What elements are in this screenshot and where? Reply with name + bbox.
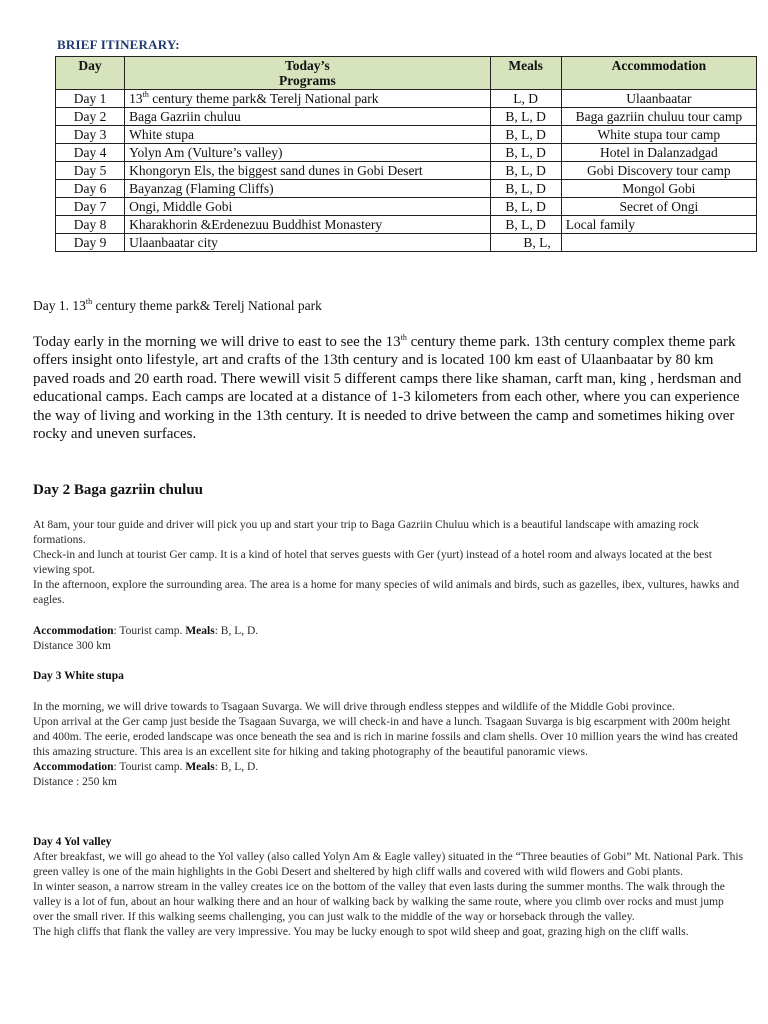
cell-program: White stupa <box>125 126 491 144</box>
day2-meals-label: Meals <box>185 625 215 637</box>
header-programs-line2: Programs <box>278 73 336 88</box>
table-row <box>56 180 757 198</box>
header-accommodation: Accommodation <box>561 57 756 90</box>
day2-paragraph-2: Check-in and lunch at tourist Ger camp. It is a kind of hotel that serves guests with Ger (yurt) instead of a hotel room and always located at the best viewing spot. <box>33 549 712 576</box>
itinerary-title: BRIEF ITINERARY: <box>57 37 180 52</box>
day2-distance: Distance 300 km <box>33 640 111 652</box>
day1-body-a: Today early in the morning we will drive to east to see the 13 <box>33 334 401 350</box>
cell-day: Day 2 <box>56 108 125 126</box>
cell-day: Day 4 <box>56 144 125 162</box>
day3-distance: Distance : 250 km <box>33 776 117 788</box>
day3-accommodation-line <box>33 760 747 775</box>
cell-accommodation: Mongol Gobi <box>561 180 756 198</box>
day3-paragraph-2: Upon arrival at the Ger camp just beside the Tsagaan Suvarga, we will check-in and have a lunch. Tsagaan Suvarga is big escarpment with 200m height and 400m. The eerie, eroded landscape was once beneath the sea and is rich in marine fossils and clam shells. Over 10 million years the wind has created this amazing structure. This area is an excellent site for hiking and taking photography of the beautiful panoramic views. <box>33 716 738 758</box>
cell-accommodation: Gobi Discovery tour camp <box>561 162 756 180</box>
table-row <box>56 234 757 252</box>
day2-heading: Day 2 Baga gazriin chuluu <box>33 482 204 498</box>
cell-meals: B, L, D <box>490 126 561 144</box>
cell-day: Day 6 <box>56 180 125 198</box>
table-row <box>56 216 757 234</box>
program-sup: th <box>142 90 149 99</box>
day1-body-b: century theme park. 13th century complex theme park offers insight onto lifestyle, art and crafts of the 13th century and is located 100 km east of Ulaanbaatar by 80 km paved roads and 20 earth road. There wewill visit 5 different camps there like shaman, carft man, king , herdsman and educational camps. Each camps are located at a distance of 1-3 kilometers from each other, where you can experience the way of living and working in the 13th century. It is needed to drive between the camp and sometimes hiking over rocky and uneven surfaces. <box>33 334 742 443</box>
day2-accommodation-line <box>33 624 747 639</box>
day3-accommodation-label: Accommodation <box>33 761 114 773</box>
program-num: 13 <box>129 91 143 106</box>
day2-section <box>33 518 747 654</box>
day1-heading-sup: th <box>85 297 93 306</box>
day1-heading-rest: century theme park& Terelj National park <box>92 298 322 313</box>
day2-meals-value: : B, L, D. <box>214 625 259 637</box>
day2-paragraph-3: In the afternoon, explore the surrounding area. The area is a home for many species of wild animals and birds, such as gazelles, ibex, vultures, hawks and eagles. <box>33 579 740 606</box>
table-row <box>56 198 757 216</box>
day4-paragraph-1: After breakfast, we will go ahead to the Yol valley (also called Yolyn Am & Eagle valley) situated in the “Three beauties of Gobi” Mt. National Park. This green valley is one of the main highlights in the Gobi Desert and sheltered by high cliff walls and covered with wild flowers and Gobi plants. <box>33 851 744 878</box>
cell-accommodation: Ulaanbaatar <box>561 90 756 108</box>
day4-paragraph-2: In winter season, a narrow stream in the valley creates ice on the bottom of the valley that even lasts during the summer months. The walk through the valley is a lot of fun, about an hour walking there and an hour of walking back by walking the same route, where you climb over rocks and must jump over the small river. If this walking seems challenging, you can just walk to the middle of the way or horseback through the valley. <box>33 881 725 923</box>
header-programs <box>125 57 491 90</box>
cell-accommodation: Hotel in Dalanzadgad <box>561 144 756 162</box>
cell-accommodation: Secret of Ongi <box>561 198 756 216</box>
cell-meals: B, L, <box>490 234 561 252</box>
table-row <box>56 90 757 108</box>
day3-section <box>33 669 747 790</box>
cell-day: Day 5 <box>56 162 125 180</box>
cell-day: Day 3 <box>56 126 125 144</box>
cell-meals: B, L, D <box>490 144 561 162</box>
header-meals: Meals <box>490 57 561 90</box>
day3-accommodation-value: : Tourist camp. <box>113 761 186 773</box>
cell-program: Ongi, Middle Gobi <box>125 198 491 216</box>
cell-day: Day 9 <box>56 234 125 252</box>
cell-meals: L, D <box>490 90 561 108</box>
cell-meals: B, L, D <box>490 198 561 216</box>
cell-program: Bayanzag (Flaming Cliffs) <box>125 180 491 198</box>
cell-accommodation: White stupa tour camp <box>561 126 756 144</box>
cell-accommodation <box>561 234 756 252</box>
cell-program: Kharakhorin &Erdenezuu Buddhist Monastery <box>125 216 491 234</box>
cell-day: Day 7 <box>56 198 125 216</box>
cell-program: Ulaanbaatar city <box>125 234 491 252</box>
day4-section <box>33 835 747 940</box>
day3-meals-label: Meals <box>185 761 215 773</box>
day4-paragraph-3: The high cliffs that flank the valley are very impressive. You may be lucky enough to spot wild sheep and goat, grazing high on the cliff walls. <box>33 926 689 938</box>
cell-accommodation: Baga gazriin chuluu tour camp <box>561 108 756 126</box>
day2-accommodation-label: Accommodation <box>33 625 114 637</box>
table-row <box>56 162 757 180</box>
day1-heading <box>33 298 322 314</box>
cell-meals: B, L, D <box>490 180 561 198</box>
program-text: century theme park& Terelj National park <box>148 91 379 106</box>
cell-meals: B, L, D <box>490 108 561 126</box>
day1-heading-prefix: Day 1. 13 <box>33 298 86 313</box>
cell-day: Day 1 <box>56 90 125 108</box>
day1-body-sup: th <box>400 333 407 342</box>
header-programs-line1: Today’s <box>284 58 330 73</box>
table-header-row <box>56 57 757 90</box>
cell-program: Khongoryn Els, the biggest sand dunes in Gobi Desert <box>125 162 491 180</box>
day2-paragraph-1: At 8am, your tour guide and driver will pick you up and start your trip to Baga Gazriin Chuluu which is a beautiful landscape with amazing rock formations. <box>33 519 699 546</box>
header-day: Day <box>56 57 125 90</box>
cell-day: Day 8 <box>56 216 125 234</box>
table-row <box>56 144 757 162</box>
cell-accommodation: Local family <box>561 216 756 234</box>
day4-heading: Day 4 Yol valley <box>33 836 112 848</box>
cell-program <box>125 90 491 108</box>
itinerary-table <box>55 56 757 252</box>
cell-meals: B, L, D <box>490 162 561 180</box>
table-row <box>56 126 757 144</box>
cell-program: Baga Gazriin chuluu <box>125 108 491 126</box>
day2-accommodation-value: : Tourist camp. <box>113 625 186 637</box>
day1-paragraph <box>33 333 749 443</box>
table-row <box>56 108 757 126</box>
cell-program: Yolyn Am (Vulture’s valley) <box>125 144 491 162</box>
cell-meals: B, L, D <box>490 216 561 234</box>
day3-heading: Day 3 White stupa <box>33 670 124 682</box>
day3-meals-value: : B, L, D. <box>214 761 259 773</box>
day3-paragraph-1: In the morning, we will drive towards to Tsagaan Suvarga. We will drive through endless steppes and wildlife of the Middle Gobi province. <box>33 701 675 713</box>
